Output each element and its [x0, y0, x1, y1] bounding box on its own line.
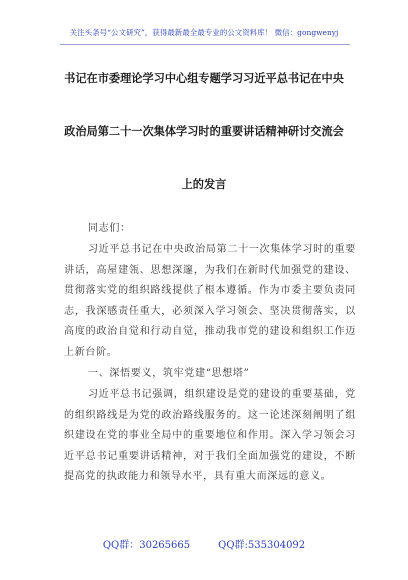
title-line-3: 上的发言 — [181, 177, 227, 191]
body-paragraph-2: 习近平总书记强调，组织建设是党的建设的重要基础，党的组织路线是为党的政治路线服务的。这一论述深刻阐明了组织建设在党的事业全局中的重要地位和作用。深入学习领会习近平总书记重要讲话精神，对于我们全面加强党的建设，不断提高党的执政能力和领导水平，具有重大而深远的意义。 — [64, 389, 356, 483]
body-paragraph-1: 习近平总书记在中央政治局第二十一次集体学习时的重要讲话，高屋建瓴、思想深邃，为我们在新时代加强党的建设、贯彻落实党的组织路线提供了根本遵循。作为市委主要负责同志，我深感责任重大，必须深入学习领会、坚决贯彻落实，以高度的政治自觉和行动自觉，推动我市党的建设和组织工作迈上新台阶。 — [64, 244, 356, 358]
title-line-1: 书记在市委理论学习中心组专题学习习近平总书记在中央 — [64, 71, 344, 85]
header-divider — [60, 44, 350, 45]
section-heading-1: 一、深悟要义，筑牢党建“思想塔” — [88, 368, 250, 379]
footer-qq-group-1: QQ群：30265665 — [102, 540, 191, 551]
footer-qq-group-2: QQ群:535304092 — [218, 540, 306, 551]
header-promo-text: 关注头条号“公文研究”，获得最新最全最专业的公文资料库！ 微信：gongwenyj — [69, 28, 339, 37]
footer-contact — [0, 536, 408, 551]
salutation: 同志们： — [88, 223, 131, 234]
title-line-2: 政治局第二十一次集体学习时的重要讲话精神研讨交流会 — [64, 124, 344, 138]
